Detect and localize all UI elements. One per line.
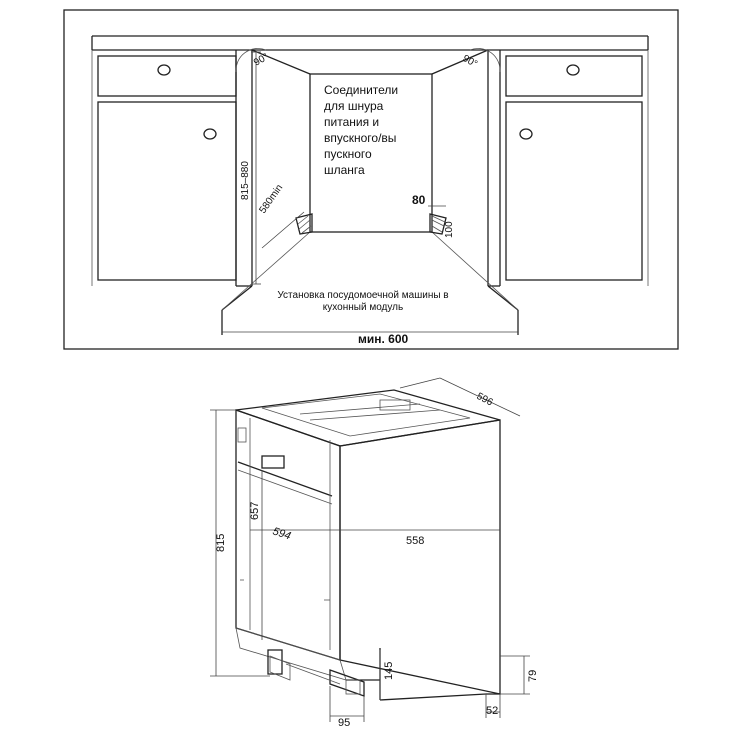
width-min-label: мин. 600 — [358, 332, 409, 346]
right-cabinet — [488, 50, 648, 286]
dim-80-label: 80 — [412, 193, 426, 207]
installation-caption: Установка посудомоечной машины в кухонный модуль — [277, 290, 449, 313]
connectors-note: Соединители для шнура питания и впускного/вы пускного шланга — [324, 83, 399, 177]
dim-height-range-label: 815–880 — [240, 161, 251, 200]
dim-52-label: 52 — [486, 705, 499, 717]
dim-95-label: 95 — [338, 717, 351, 729]
angle-label-left: 90° — [252, 51, 271, 69]
dim-558-label: 558 — [406, 535, 425, 547]
dim-596-label: 596 — [474, 390, 495, 409]
dim-594-label: 594 — [271, 525, 293, 543]
dim-100-label: 100 — [444, 221, 455, 238]
dim-79-label: 79 — [527, 669, 539, 682]
dim-145-label: 145 — [383, 661, 395, 680]
dim-depth-label: 580min — [257, 182, 286, 216]
angle-label-right: 90° — [460, 53, 480, 71]
worktop — [92, 36, 648, 50]
dim-79-line — [500, 656, 530, 694]
dim-815-label: 815 — [215, 533, 227, 552]
dim-657-label: 657 — [249, 501, 261, 520]
dishwasher-body — [236, 390, 500, 700]
left-cabinet — [92, 50, 252, 286]
